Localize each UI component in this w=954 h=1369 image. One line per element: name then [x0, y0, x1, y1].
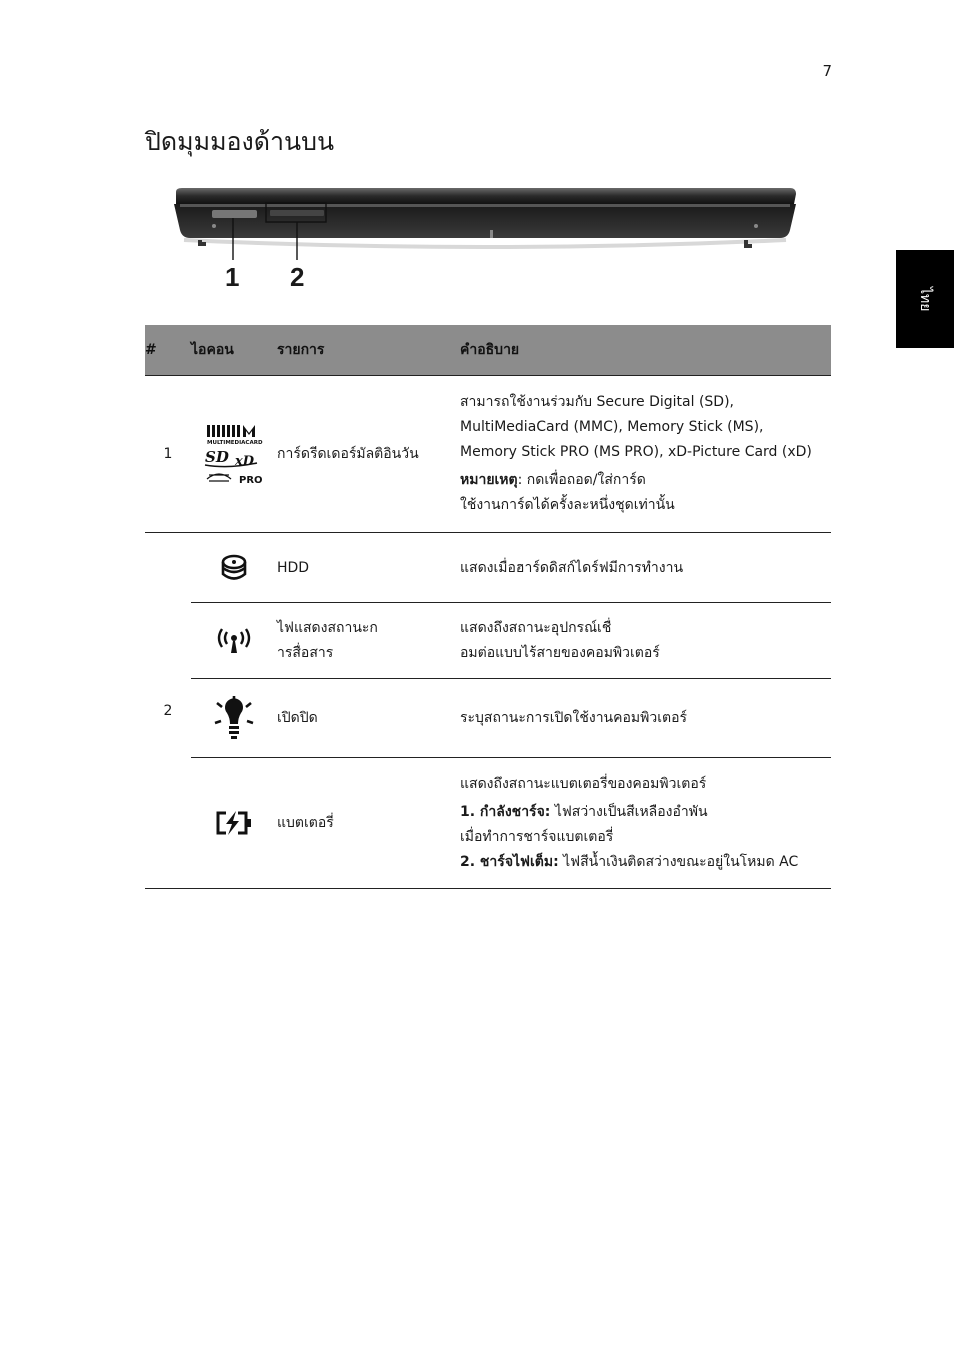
desc-battery	[460, 758, 831, 889]
table-row-hdd	[145, 533, 831, 603]
charging-line	[460, 800, 831, 825]
svg-text:SD: SD	[205, 448, 229, 466]
item-hdd: HDD	[277, 533, 460, 603]
item-communication	[277, 603, 460, 679]
table-header-row	[145, 325, 831, 376]
header-num: #	[145, 325, 191, 376]
item-line: ไฟแสดงสถานะก	[277, 619, 378, 636]
header-icon: ไอคอน	[191, 325, 277, 376]
svg-text:MULTIMEDIACARD: MULTIMEDIACARD	[207, 440, 263, 446]
table-row-card-reader	[145, 376, 831, 533]
header-item: รายการ	[277, 325, 460, 376]
table-row-communication	[145, 603, 831, 679]
desc-line: อมต่อแบบไร้สายของคอมพิวเตอร์	[460, 644, 660, 661]
item-battery: แบตเตอรี่	[277, 758, 460, 889]
desc-line: สามารถใช้งานร่วมกับ Secure Digital (SD),	[460, 394, 734, 410]
charging-label: 1. กำลังชาร์จ:	[460, 803, 551, 820]
item-card-reader: การ์ดรีดเดอร์มัลติอินวัน	[277, 376, 460, 533]
charging-text: ไฟสว่างเป็นสีเหลืองอำพัน	[550, 803, 708, 820]
battery-charge-icon	[191, 758, 277, 889]
note-text: : กดเพื่อถอด/ใส่การ์ด	[517, 472, 646, 488]
full-label: 2. ชาร์จไฟเต็ม:	[460, 853, 559, 870]
header-desc: คำอธิบาย	[460, 325, 831, 376]
svg-text:xD: xD	[235, 454, 255, 469]
row-num: 1	[145, 376, 191, 533]
callout-1: 1	[225, 262, 240, 292]
item-line: ารสื่อสาร	[277, 644, 334, 661]
hdd-icon	[191, 533, 277, 603]
page-number: 7	[822, 62, 832, 80]
laptop-front-figure	[160, 180, 810, 310]
language-tab	[896, 250, 954, 348]
table-row-battery	[145, 758, 831, 889]
power-lightbulb-icon	[191, 679, 277, 758]
laptop-front-illustration	[160, 180, 810, 260]
note-line-2: ใช้งานการ์ดได้ครั้งละหนึ่งชุดเท่านั้น	[460, 497, 675, 513]
callout-2: 2	[290, 262, 305, 292]
svg-text:PRO: PRO	[239, 475, 263, 486]
desc-line: แสดงถึงสถานะแบตเตอรี่ของคอมพิวเตอร์	[460, 775, 707, 792]
desc-power: ระบุสถานะการเปิดใช้งานคอมพิวเตอร์	[460, 679, 831, 758]
charging-line-2: เมื่อทำการชาร์จแบตเตอรี่	[460, 828, 614, 845]
indicator-table	[145, 325, 831, 889]
full-text: ไฟสีน้ำเงินติดสว่างขณะอยู่ในโหมด AC	[558, 853, 799, 870]
page-title: ปิดมุมมองด้านบน	[145, 127, 335, 156]
desc-line: Memory Stick PRO (MS PRO), xD-Picture Card (xD)	[460, 444, 812, 460]
language-tab-label: ไทย	[917, 286, 933, 312]
desc-card-reader	[460, 376, 831, 533]
desc-line: แสดงถึงสถานะอุปกรณ์เชื่	[460, 619, 612, 636]
desc-hdd: แสดงเมื่อฮาร์ดดิสก์ไดร์ฟมีการทำงาน	[460, 533, 831, 603]
table-row-power	[145, 679, 831, 758]
row-num: 2	[145, 533, 191, 889]
desc-line: MultiMediaCard (MMC), Memory Stick (MS),	[460, 419, 764, 435]
wireless-icon	[191, 603, 277, 679]
note-label: หมายเหตุ	[460, 472, 518, 488]
card-reader-logos-icon	[191, 376, 277, 533]
full-line	[460, 850, 831, 875]
desc-communication	[460, 603, 831, 679]
item-power: เปิดปิด	[277, 679, 460, 758]
note-line	[460, 468, 831, 493]
